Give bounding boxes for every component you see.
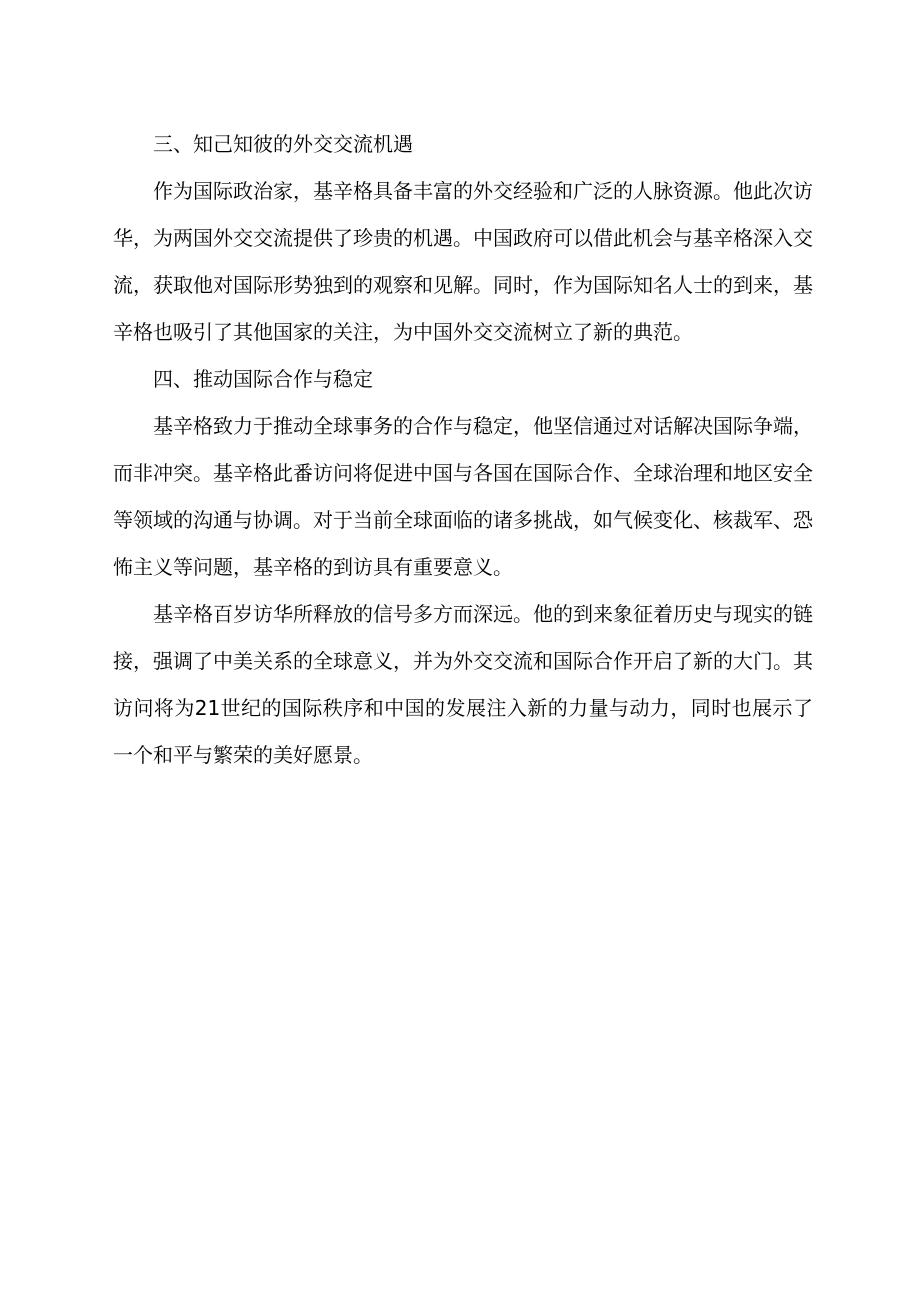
- conclusion-paragraph: 基辛格百岁访华所释放的信号多方而深远。他的到来象征着历史与现实的链接，强调了中美关系的全球意义，并为外交交流和国际合作开启了新的大门。其访问将为21世纪的国际秩序和中国的发展注入新的力量与动力，同时也展示了一个和平与繁荣的美好愿景。: [113, 602, 813, 767]
- section-paragraph-4: 基辛格致力于推动全球事务的合作与稳定，他坚信通过对话解决国际争端，而非冲突。基辛格此番访问将促进中国与各国在国际合作、全球治理和地区安全等领域的沟通与协调。对于当前全球面临的诸多挑战，如气候变化、核裁军、恐怖主义等问题，基辛格的到访具有重要意义。: [113, 414, 813, 579]
- section-heading-4: 四、推动国际合作与稳定: [153, 367, 373, 391]
- section-paragraph-3: 作为国际政治家，基辛格具备丰富的外交经验和广泛的人脉资源。他此次访华，为两国外交交流提供了珍贵的机遇。中国政府可以借此机会与基辛格深入交流，获取他对国际形势独到的观察和见解。同时，作为国际知名人士的到来，基辛格也吸引了其他国家的关注，为中国外交交流树立了新的典范。: [113, 179, 813, 344]
- document-page: [113, 121, 813, 779]
- section-heading-3: 三、知己知彼的外交交流机遇: [153, 132, 413, 156]
